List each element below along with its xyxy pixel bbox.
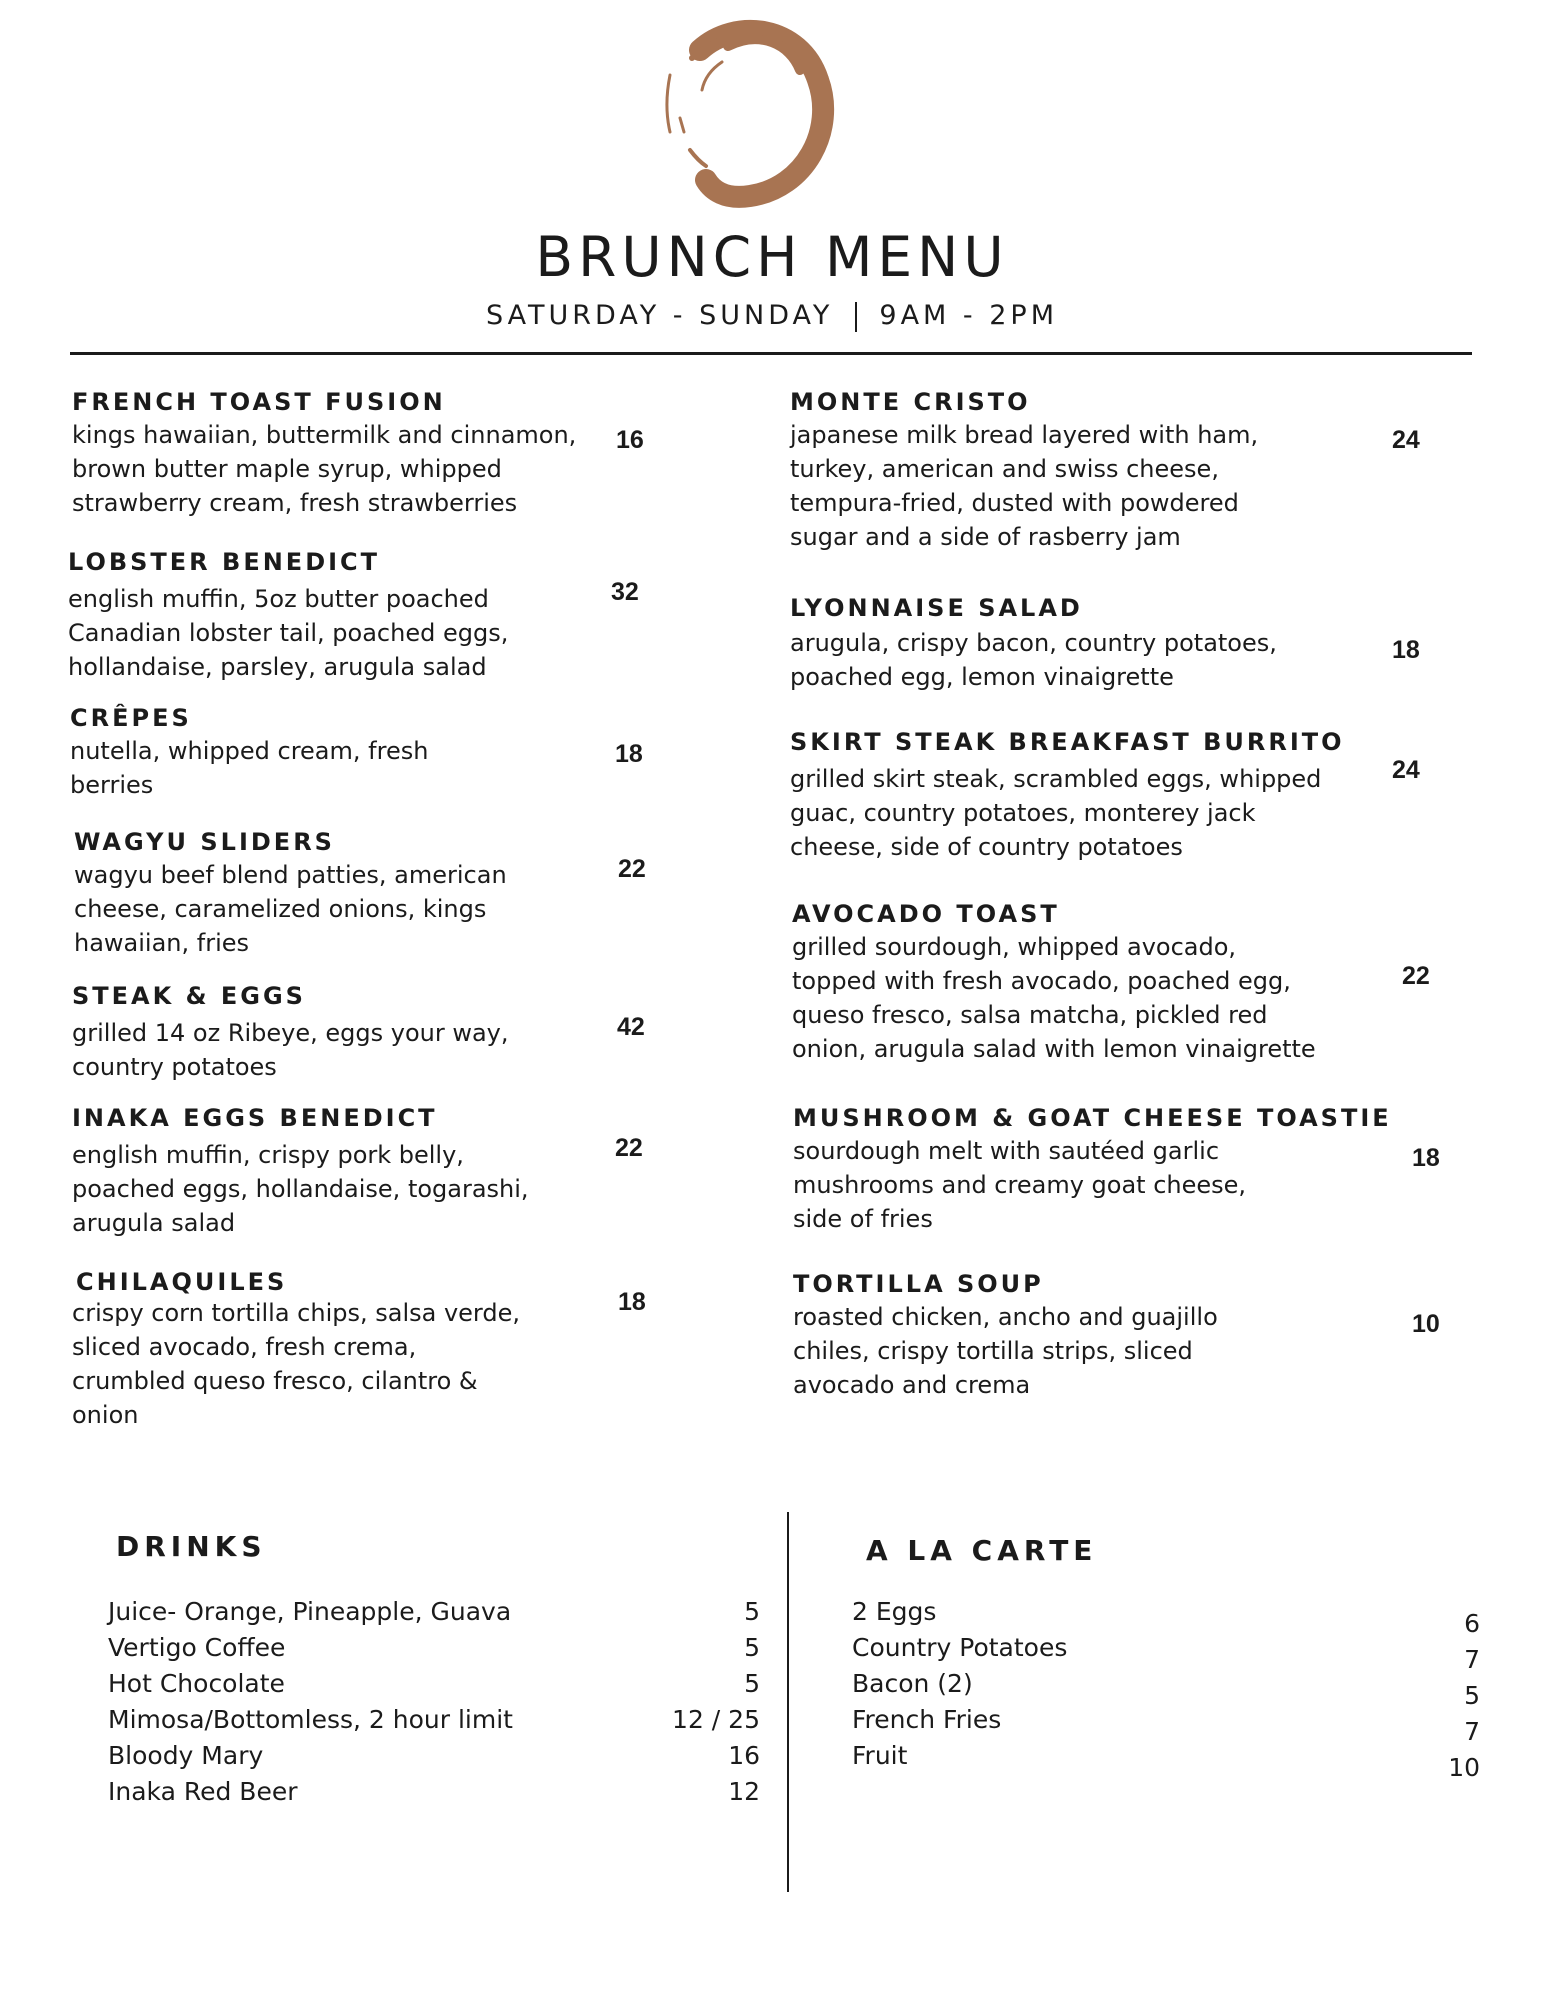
- menu-item-skirt-steak-burrito: [790, 726, 1345, 864]
- drink-name: Vertigo Coffee: [108, 1633, 286, 1662]
- item-price: 6: [1464, 1609, 1480, 1638]
- item-description: english muffin, crispy pork belly, poached eggs, hollandaise, togarashi, arugula salad: [72, 1141, 529, 1237]
- item-name: FRENCH TOAST FUSION: [72, 388, 446, 416]
- list-item: [108, 1666, 760, 1702]
- item-name: INAKA EGGS BENEDICT: [72, 1104, 438, 1132]
- service-hours: [0, 300, 1544, 332]
- item-description: grilled skirt steak, scrambled eggs, whipped guac, country potatoes, monterey jack cheese, side of country potatoes: [790, 765, 1322, 861]
- item-name: STEAK & EGGS: [72, 982, 306, 1010]
- item-description: wagyu beef blend patties, american cheese, caramelized onions, kings hawaiian, fries: [74, 861, 507, 957]
- list-item: [108, 1630, 760, 1666]
- item-price: 22: [615, 1134, 643, 1162]
- item-description: nutella, whipped cream, fresh berries: [70, 737, 429, 799]
- menu-item-crepes: [70, 702, 428, 802]
- item-description: kings hawaiian, buttermilk and cinnamon, brown butter maple syrup, whipped strawberry cream, fresh strawberries: [72, 421, 577, 517]
- item-price: 7: [1464, 1645, 1480, 1674]
- item-price: 10: [1448, 1753, 1480, 1782]
- drinks-list: [108, 1594, 760, 1810]
- item-description: arugula, crispy bacon, country potatoes, poached egg, lemon vinaigrette: [790, 629, 1277, 691]
- menu-item-avocado-toast: [792, 898, 1316, 1066]
- item-name: WAGYU SLIDERS: [74, 828, 335, 856]
- service-time: 9AM - 2PM: [879, 300, 1058, 331]
- drink-name: Bloody Mary: [108, 1741, 264, 1770]
- item-name: AVOCADO TOAST: [792, 900, 1060, 928]
- a-la-carte-prices: [1400, 1606, 1480, 1786]
- item-name: LOBSTER BENEDICT: [68, 548, 381, 576]
- hours-separator: [855, 302, 857, 332]
- menu-item-french-toast-fusion: [72, 386, 576, 520]
- item-price: 24: [1392, 426, 1420, 454]
- menu-item-chilaquiles-desc: [72, 1296, 520, 1432]
- drink-price: 5: [744, 1669, 760, 1698]
- menu-item-mushroom-goat-cheese-toastie: [793, 1102, 1392, 1236]
- item-description: crispy corn tortilla chips, salsa verde, sliced avocado, fresh crema, crumbled queso fresco, cilantro & onion: [72, 1299, 521, 1429]
- a-la-carte-heading: A LA CARTE: [866, 1534, 1098, 1567]
- list-item: [108, 1702, 760, 1738]
- drink-name: Juice- Orange, Pineapple, Guava: [108, 1597, 512, 1626]
- list-item: French Fries: [852, 1705, 1002, 1734]
- menu-title: BRUNCH MENU: [535, 225, 1009, 289]
- service-days: SATURDAY - SUNDAY: [485, 300, 834, 331]
- a-la-carte-list: [852, 1594, 1067, 1774]
- item-price: 16: [616, 426, 644, 454]
- item-price: 18: [1392, 636, 1420, 664]
- item-price: 18: [615, 740, 643, 768]
- item-price: 24: [1392, 756, 1420, 784]
- item-price: 5: [1464, 1681, 1480, 1710]
- drink-price: 5: [744, 1633, 760, 1662]
- section-divider: [787, 1512, 789, 1892]
- item-name: CHILAQUILES: [76, 1268, 288, 1296]
- drink-name: Inaka Red Beer: [108, 1777, 298, 1806]
- drink-price: 5: [744, 1597, 760, 1626]
- item-description: grilled sourdough, whipped avocado, topped with fresh avocado, poached egg, queso fresco, salsa matcha, pickled red onion, arugula salad with lemon vinaigrette: [792, 933, 1316, 1063]
- list-item: 2 Eggs: [852, 1597, 937, 1626]
- menu-item-monte-cristo: [790, 386, 1258, 554]
- item-name: LYONNAISE SALAD: [790, 594, 1083, 622]
- list-item: Fruit: [852, 1741, 908, 1770]
- item-price: 18: [1412, 1144, 1440, 1172]
- item-price: 7: [1464, 1717, 1480, 1746]
- drink-price: 12: [728, 1777, 760, 1806]
- item-name: MONTE CRISTO: [790, 388, 1031, 416]
- item-price: 10: [1412, 1310, 1440, 1338]
- drink-price: 12 / 25: [672, 1705, 760, 1734]
- item-description: sourdough melt with sautéed garlic mushrooms and creamy goat cheese, side of fries: [793, 1137, 1247, 1233]
- list-item: [108, 1738, 760, 1774]
- item-price: 32: [611, 578, 639, 606]
- drink-name: Mimosa/Bottomless, 2 hour limit: [108, 1705, 513, 1734]
- drink-name: Hot Chocolate: [108, 1669, 285, 1698]
- list-item: Bacon (2): [852, 1669, 973, 1698]
- menu-item-lobster-benedict: [68, 546, 508, 684]
- item-name: SKIRT STEAK BREAKFAST BURRITO: [790, 728, 1345, 756]
- drink-price: 16: [728, 1741, 760, 1770]
- menu-item-lyonnaise-salad: [790, 592, 1277, 694]
- item-description: grilled 14 oz Ribeye, eggs your way, country potatoes: [72, 1019, 509, 1081]
- menu-item-tortilla-soup: [793, 1268, 1218, 1402]
- drinks-heading: DRINKS: [116, 1530, 267, 1563]
- menu-item-steak-and-eggs: [72, 980, 509, 1084]
- item-name: TORTILLA SOUP: [793, 1270, 1044, 1298]
- list-item: Country Potatoes: [852, 1633, 1068, 1662]
- item-price: 22: [1402, 962, 1430, 990]
- item-description: japanese milk bread layered with ham, turkey, american and swiss cheese, tempura-fried, dusted with powdered sugar and a side of rasberry jam: [790, 421, 1259, 551]
- item-description: roasted chicken, ancho and guajillo chiles, crispy tortilla strips, sliced avocado and crema: [793, 1303, 1218, 1399]
- item-price: 22: [618, 855, 646, 883]
- menu-item-inaka-eggs-benedict: [72, 1102, 529, 1240]
- item-price: 18: [618, 1288, 646, 1316]
- header-divider: [70, 352, 1472, 355]
- item-name: MUSHROOM & GOAT CHEESE TOASTIE: [793, 1104, 1392, 1132]
- item-name: CRÊPES: [70, 704, 192, 732]
- list-item: [108, 1774, 760, 1810]
- list-item: [108, 1594, 760, 1630]
- menu-item-chilaquiles: [76, 1266, 287, 1298]
- item-description: english muffin, 5oz butter poached Canadian lobster tail, poached eggs, hollandaise, parsley, arugula salad: [68, 585, 509, 681]
- brush-circle-logo: [640, 10, 840, 210]
- item-price: 42: [617, 1013, 645, 1041]
- menu-item-wagyu-sliders: [74, 826, 507, 960]
